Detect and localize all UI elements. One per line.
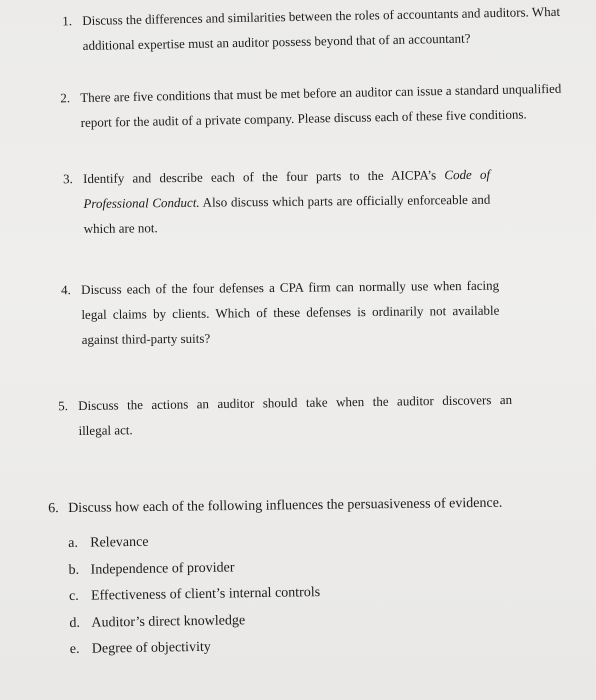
- question-text-line: There are five conditions that must be met before an auditor can issue a standard unqualified: [80, 80, 562, 105]
- question-text-line: [83, 187, 490, 216]
- list-item-letter: e.: [69, 641, 80, 657]
- list-item: [69, 607, 321, 637]
- question-text-line: Discuss how each of the following influences the persuasiveness of evidence.: [68, 495, 503, 516]
- question-number: 6.: [48, 501, 59, 517]
- list-item: [70, 633, 322, 663]
- question-6: [48, 491, 503, 521]
- list-item-letter: a.: [68, 535, 79, 551]
- question-text-line: Discuss the actions an auditor should take when the auditor discovers an: [78, 391, 513, 413]
- question-text-line: legal claims by clients. Which of these defenses is ordinarily not available: [81, 302, 500, 322]
- question-number: 5.: [58, 398, 69, 414]
- list-item: [69, 580, 321, 610]
- question-4: [61, 273, 500, 352]
- list-item-text: Effectiveness of client’s internal controls: [90, 585, 321, 604]
- question-text-line: additional expertise must an auditor possess beyond that of an accountant?: [82, 30, 471, 53]
- list-item-letter: c.: [68, 588, 79, 604]
- question-3: [63, 162, 491, 241]
- question-number: 3.: [63, 171, 73, 187]
- list-item: [68, 527, 320, 557]
- question-text-line: against third-party suits?: [81, 330, 211, 347]
- question-6-sublist: [68, 527, 321, 663]
- question-2: [60, 76, 562, 135]
- question-text: Identify and describe each of the four parts to the AICPA’s: [83, 167, 437, 186]
- list-item-text: Auditor’s direct knowledge: [91, 612, 246, 631]
- question-text-line: illegal act.: [78, 422, 133, 438]
- code-title-italic: Professional Conduct.: [83, 194, 200, 211]
- question-text-line: report for the audit of a private company. Please discuss each of these five conditions.: [80, 106, 527, 130]
- list-item: [68, 554, 320, 584]
- question-number: 2.: [60, 90, 71, 106]
- question-text-line: Discuss the differences and similarities between the roles of accountants and auditors. What: [82, 3, 561, 28]
- list-item-text: Degree of objectivity: [91, 639, 211, 657]
- question-text: Also discuss which parts are officially enforceable and: [202, 191, 491, 210]
- question-1: [62, 0, 561, 58]
- question-number: 4.: [61, 282, 71, 298]
- question-text-line: Discuss each of the four defenses a CPA firm can normally use when facing: [81, 277, 500, 297]
- list-item-text: Independence of provider: [90, 559, 235, 578]
- list-item-text: Relevance: [90, 534, 149, 551]
- code-title-italic: Code of: [444, 166, 491, 183]
- question-text-line: which are not.: [83, 220, 158, 236]
- list-item-letter: b.: [68, 562, 80, 578]
- question-5: [58, 387, 513, 443]
- question-number: 1.: [62, 13, 73, 29]
- list-item-letter: d.: [69, 615, 81, 631]
